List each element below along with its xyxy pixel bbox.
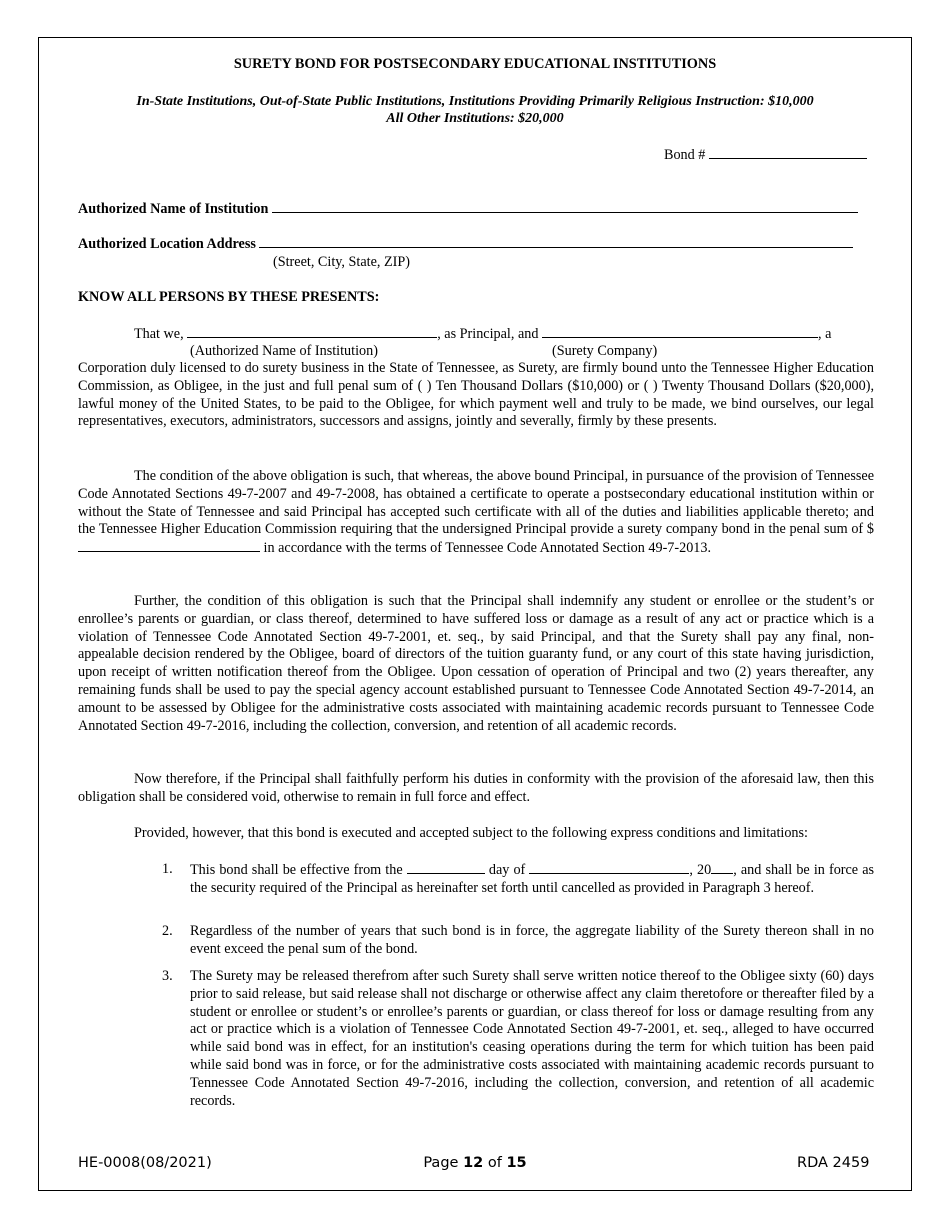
subtitle-line-2: All Other Institutions: $20,000 bbox=[386, 111, 564, 126]
indemnify-text: Further, the condition of this obligation is such that the Principal shall indemnify any student or enrollee or the student’s or enrollee’s parents or guardian, or class thereof, determined to have suffered loss or damage as a result of any act or practice which is a violation of Tennessee Code Annotated Section 49-7-2001, et. seq., by said Principal, and that the Surety shall pay any final, non-appealable decision rendered by the Obligee, board of directors of the tuition guaranty fund, or any court of this state having jurisdiction, upon receipt of written notification thereof from the Obligee. Upon cessation of operation of Principal and two (2) years thereafter, any remaining funds shall be used to pay the special agency account established pursuant to Tennessee Code Annotated Section 49-7-2014, an amount to be assessed by Obligee for the administrative costs associated with maintaining academic records pursuant to Tennessee Code Annotated Section 49-7-2016, including the collection, conversion, and retention of all academic records. bbox=[78, 593, 874, 734]
address-hint: (Street, City, State, ZIP) bbox=[273, 254, 410, 270]
principal-surety-line bbox=[134, 325, 874, 344]
item-number: 3. bbox=[162, 968, 173, 984]
effective-day-field[interactable] bbox=[407, 861, 485, 874]
location-address-label: Authorized Location Address bbox=[78, 236, 256, 252]
condition-item-1 bbox=[162, 861, 874, 898]
institution-name-field[interactable] bbox=[272, 200, 858, 213]
item-1-text-a: This bond shall be effective from the bbox=[190, 862, 403, 878]
document-subtitle bbox=[0, 93, 950, 127]
rda-number: RDA 2459 bbox=[797, 1155, 870, 1171]
institution-name-label: Authorized Name of Institution bbox=[78, 201, 269, 217]
bond-number-label: Bond # bbox=[664, 147, 706, 163]
condition-text-b: in accordance with the terms of Tennessee Code Annotated Section 49-7-2013. bbox=[260, 540, 712, 557]
condition-item-3 bbox=[162, 968, 874, 1110]
now-therefore-text: Now therefore, if the Principal shall faithfully perform his duties in conformity with the provision of the aforesaid law, then this obligation shall be considered void, otherwise to remain in full force and effect. bbox=[78, 771, 874, 805]
as-principal-text: , as Principal, and bbox=[437, 326, 539, 342]
location-address-row bbox=[78, 235, 874, 254]
item-1-text-c: , 20 bbox=[689, 862, 712, 878]
surety-company-field[interactable] bbox=[542, 325, 818, 338]
effective-month-field[interactable] bbox=[529, 861, 689, 874]
condition-paragraph bbox=[78, 468, 874, 558]
item-number: 2. bbox=[162, 923, 173, 939]
surety-company-hint: (Surety Company) bbox=[552, 343, 658, 359]
institution-name-row bbox=[78, 200, 874, 219]
know-all-heading: KNOW ALL PERSONS BY THESE PRESENTS: bbox=[78, 289, 380, 305]
item-1-text-d: , and shall be in force as the security required of the Principal as hereinafter set forth until cancelled as provided in Paragraph 3 hereof. bbox=[190, 862, 875, 896]
form-id: HE-0008(08/2021) bbox=[78, 1155, 212, 1171]
document-title: SURETY BOND FOR POSTSECONDARY EDUCATIONAL INSTITUTIONS bbox=[233, 56, 717, 72]
a-text: , a bbox=[818, 326, 832, 342]
principal-name-hint: (Authorized Name of Institution) bbox=[190, 343, 378, 359]
indemnify-paragraph bbox=[78, 593, 874, 735]
effective-year-field[interactable] bbox=[711, 861, 733, 874]
of-word: of bbox=[487, 1155, 502, 1171]
provided-paragraph bbox=[78, 825, 874, 843]
page-total: 15 bbox=[506, 1155, 527, 1171]
penal-sum-field[interactable] bbox=[78, 539, 260, 552]
condition-item-2 bbox=[162, 923, 874, 959]
item-3-text: The Surety may be released therefrom after such Surety shall serve written notice thereof to the Obligee sixty (60) days prior to said release, but said release shall not discharge or otherwise affect any claim theretofore or thereafter filed by a student or enrollee or student’s or enrollee’s parents or guardian, or class thereof for loss or damage resulting from any act or practice which is a violation of Tennessee Code Annotated Section 49-7-2001, et. seq., alleged to have occurred while said bond was in effect, for an institution's ceasing operations during the term for which tuition has been paid while said bond was in force, or for the administrative costs associated with maintaining academic records pursuant to Tennessee Code Annotated Section 49-7-2016, including the collection, conversion, and retention of all academic records. bbox=[190, 968, 874, 1109]
provided-text: Provided, however, that this bond is executed and accepted subject to the following express conditions and limitations: bbox=[134, 825, 808, 841]
bond-number-row bbox=[664, 146, 867, 165]
that-we-text: That we, bbox=[134, 326, 184, 342]
item-2-text: Regardless of the number of years that such bond is in force, the aggregate liability of the Surety thereon shall in no event exceed the penal sum of the bond. bbox=[190, 923, 874, 957]
bond-sum-paragraph bbox=[78, 360, 874, 431]
bond-sum-text: Corporation duly licensed to do surety business in the State of Tennessee, as Surety, are firmly bound unto the Tennessee Higher Education Commission, as Obligee, in the just and full penal sum of ( ) Ten Thousand Dollars ($10,000) or ( ) Twenty Thousand Dollars ($20,000), lawful money of the United States, to be paid to the Obligee, for which payment well and truly to be made, we bind ourselves, our legal representatives, executors, administrators, successors and assigns, jointly and severally, firmly by these presents. bbox=[78, 360, 874, 430]
condition-text-a: The condition of the above obligation is such, that whereas, the above bound Principal, in pursuance of the provision of Tennessee Code Annotated Sections 49-7-2007 and 49-7-2008, has obtained a certificate to operate a postsecondary educational institution within or without the State of Tennessee and said Principal has accepted such certificate with all of the duties and liabilities applicable thereto; and the Tennessee Higher Education Commission requiring that the undersigned Principal provide a surety company bond in the penal sum of $ bbox=[78, 468, 874, 538]
page-word: Page bbox=[423, 1155, 459, 1171]
bond-number-field[interactable] bbox=[709, 146, 867, 159]
location-address-field[interactable] bbox=[259, 235, 853, 248]
now-therefore-paragraph bbox=[78, 771, 874, 807]
principal-name-field[interactable] bbox=[187, 325, 437, 338]
subtitle-line-1: In-State Institutions, Out-of-State Public Institutions, Institutions Providing Primarily Religious Instruction: $10,000 bbox=[136, 94, 814, 109]
page-current: 12 bbox=[463, 1155, 484, 1171]
item-1-text-b: day of bbox=[484, 862, 526, 878]
item-number: 1. bbox=[162, 861, 173, 877]
